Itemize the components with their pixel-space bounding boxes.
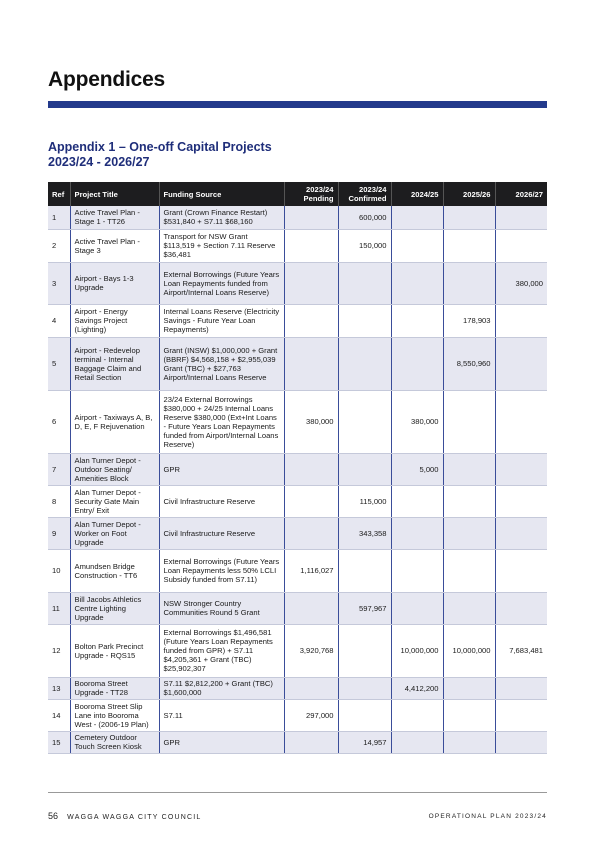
cell-2025-26 [443, 731, 495, 753]
cell-ref: 2 [48, 229, 70, 262]
cell-2023-24-pending [284, 304, 338, 337]
cell-2025-26 [443, 390, 495, 453]
cell-2026-27 [495, 731, 547, 753]
table-row [48, 453, 547, 485]
appendix-title [48, 140, 272, 169]
cell-project-title: Airport - Taxiways A, B, D, E, F Rejuvenation [70, 390, 159, 453]
cell-2023-24-confirmed: 150,000 [338, 229, 391, 262]
cell-2024-25 [391, 229, 443, 262]
cell-2023-24-pending: 1,116,027 [284, 549, 338, 592]
cell-2026-27 [495, 699, 547, 731]
cell-2025-26: 178,903 [443, 304, 495, 337]
table-row [48, 337, 547, 390]
table-header-row [48, 182, 547, 206]
cell-ref: 7 [48, 453, 70, 485]
header-2023-24-pending: 2023/24 Pending [284, 182, 338, 206]
document-name: OPERATIONAL PLAN 2023/24 [428, 813, 547, 820]
table-row [48, 592, 547, 624]
cell-funding-source: External Borrowings $1,496,581 (Future Years Loan Repayments funded from GPR) + S7.11 $4,205,361 + Grant (TBC) $25,902,307 [159, 624, 284, 677]
cell-2026-27 [495, 592, 547, 624]
table-row [48, 549, 547, 592]
cell-funding-source: Grant (Crown Finance Restart) $531,840 + S7.11 $68,160 [159, 206, 284, 229]
cell-ref: 10 [48, 549, 70, 592]
cell-2026-27 [495, 677, 547, 699]
cell-2023-24-confirmed [338, 390, 391, 453]
cell-2023-24-confirmed [338, 304, 391, 337]
cell-funding-source: Civil Infrastructure Reserve [159, 485, 284, 517]
table-row [48, 390, 547, 453]
header-2026-27: 2026/27 [495, 182, 547, 206]
footer-rule [48, 792, 547, 793]
cell-2024-25 [391, 262, 443, 304]
cell-ref: 6 [48, 390, 70, 453]
cell-project-title: Alan Turner Depot - Security Gate Main Entry/ Exit [70, 485, 159, 517]
cell-2023-24-confirmed [338, 262, 391, 304]
cell-2026-27 [495, 229, 547, 262]
cell-2023-24-pending [284, 731, 338, 753]
cell-ref: 12 [48, 624, 70, 677]
cell-project-title: Bolton Park Precinct Upgrade - RQS15 [70, 624, 159, 677]
cell-2025-26 [443, 262, 495, 304]
cell-ref: 5 [48, 337, 70, 390]
cell-2025-26 [443, 517, 495, 549]
cell-2023-24-confirmed: 600,000 [338, 206, 391, 229]
table-row [48, 517, 547, 549]
header-2023-24-confirmed: 2023/24 Confirmed [338, 182, 391, 206]
cell-2025-26 [443, 677, 495, 699]
cell-ref: 1 [48, 206, 70, 229]
cell-2023-24-confirmed [338, 453, 391, 485]
cell-2026-27 [495, 390, 547, 453]
cell-funding-source: Civil Infrastructure Reserve [159, 517, 284, 549]
cell-project-title: Alan Turner Depot - Worker on Foot Upgrade [70, 517, 159, 549]
title-rule [48, 101, 547, 108]
cell-2023-24-pending [284, 453, 338, 485]
cell-2026-27 [495, 304, 547, 337]
cell-project-title: Airport - Energy Savings Project (Lighting) [70, 304, 159, 337]
cell-2024-25 [391, 592, 443, 624]
cell-funding-source: GPR [159, 453, 284, 485]
cell-2025-26 [443, 229, 495, 262]
cell-2023-24-confirmed [338, 677, 391, 699]
cell-2023-24-pending [284, 229, 338, 262]
header-ref: Ref [48, 182, 70, 206]
table-row [48, 206, 547, 229]
cell-ref: 15 [48, 731, 70, 753]
table-row [48, 304, 547, 337]
cell-2023-24-pending [284, 517, 338, 549]
cell-2026-27 [495, 485, 547, 517]
cell-2024-25 [391, 549, 443, 592]
cell-2026-27 [495, 517, 547, 549]
cell-project-title: Active Travel Plan - Stage 3 [70, 229, 159, 262]
appendix-title-line2: 2023/24 - 2026/27 [48, 154, 150, 169]
page-title: Appendices [48, 68, 166, 91]
cell-2024-25 [391, 699, 443, 731]
footer-left [48, 811, 202, 821]
table-row [48, 229, 547, 262]
cell-project-title: Booroma Street Slip Lane into Booroma West - (2006-19 Plan) [70, 699, 159, 731]
cell-2026-27 [495, 453, 547, 485]
cell-2023-24-pending [284, 337, 338, 390]
appendix-title-line1: Appendix 1 – One-off Capital Projects [48, 140, 272, 154]
table-row [48, 699, 547, 731]
cell-funding-source: NSW Stronger Country Communities Round 5 Grant [159, 592, 284, 624]
cell-2024-25 [391, 206, 443, 229]
cell-funding-source: Grant (INSW) $1,000,000 + Grant (BBRF) $4,568,158 + $2,955,039 Grant (TBC) + $27,763 Airport/Internal Loans Reserve [159, 337, 284, 390]
cell-project-title: Bill Jacobs Athletics Centre Lighting Upgrade [70, 592, 159, 624]
cell-project-title: Booroma Street Upgrade - TT28 [70, 677, 159, 699]
cell-funding-source: Internal Loans Reserve (Electricity Savings - Future Year Loan Repayments) [159, 304, 284, 337]
cell-2025-26: 10,000,000 [443, 624, 495, 677]
cell-ref: 4 [48, 304, 70, 337]
cell-funding-source: Transport for NSW Grant $113,519 + Section 7.11 Reserve $36,481 [159, 229, 284, 262]
cell-2023-24-pending [284, 592, 338, 624]
cell-2024-25: 5,000 [391, 453, 443, 485]
cell-2023-24-confirmed [338, 624, 391, 677]
cell-2023-24-confirmed: 597,967 [338, 592, 391, 624]
header-funding-source: Funding Source [159, 182, 284, 206]
cell-ref: 3 [48, 262, 70, 304]
capital-projects-table [48, 182, 547, 754]
cell-2023-24-confirmed [338, 699, 391, 731]
cell-2024-25 [391, 517, 443, 549]
cell-2025-26 [443, 549, 495, 592]
cell-ref: 11 [48, 592, 70, 624]
cell-2024-25: 380,000 [391, 390, 443, 453]
cell-2025-26: 8,550,960 [443, 337, 495, 390]
council-name: WAGGA WAGGA CITY COUNCIL [67, 814, 202, 821]
cell-project-title: Airport - Redevelop terminal - Internal Baggage Claim and Retail Section [70, 337, 159, 390]
cell-2024-25 [391, 337, 443, 390]
cell-2025-26 [443, 453, 495, 485]
cell-2026-27: 7,683,481 [495, 624, 547, 677]
cell-2026-27: 380,000 [495, 262, 547, 304]
cell-2023-24-confirmed [338, 337, 391, 390]
header-2025-26: 2025/26 [443, 182, 495, 206]
cell-funding-source: External Borrowings (Future Years Loan Repayments funded from Airport/Internal Loans Reserve) [159, 262, 284, 304]
page-number: 56 [48, 811, 59, 821]
cell-2024-25 [391, 485, 443, 517]
table-body [48, 206, 547, 753]
cell-2023-24-confirmed [338, 549, 391, 592]
cell-2023-24-pending: 380,000 [284, 390, 338, 453]
table-row [48, 677, 547, 699]
cell-ref: 13 [48, 677, 70, 699]
cell-2024-25 [391, 731, 443, 753]
cell-2024-25 [391, 304, 443, 337]
cell-2023-24-confirmed: 115,000 [338, 485, 391, 517]
cell-2023-24-confirmed: 343,358 [338, 517, 391, 549]
cell-ref: 8 [48, 485, 70, 517]
header-2024-25: 2024/25 [391, 182, 443, 206]
cell-funding-source: External Borrowings (Future Years Loan Repayments less 50% LCLI Subsidy funded from S7.11) [159, 549, 284, 592]
cell-funding-source: S7.11 [159, 699, 284, 731]
cell-2023-24-pending [284, 485, 338, 517]
cell-2023-24-pending [284, 206, 338, 229]
cell-2023-24-pending [284, 262, 338, 304]
cell-2025-26 [443, 206, 495, 229]
cell-2023-24-pending: 297,000 [284, 699, 338, 731]
cell-2023-24-pending [284, 677, 338, 699]
cell-project-title: Amundsen Bridge Construction - TT6 [70, 549, 159, 592]
cell-2024-25: 10,000,000 [391, 624, 443, 677]
cell-project-title: Cemetery Outdoor Touch Screen Kiosk [70, 731, 159, 753]
cell-ref: 9 [48, 517, 70, 549]
cell-funding-source: 23/24 External Borrowings $380,000 + 24/25 Internal Loans Reserve $380,000 (Ext+Int Loans - Future Years Loan Repayments funded from Airport/Internal Loans Reserve) [159, 390, 284, 453]
cell-2026-27 [495, 206, 547, 229]
table-row [48, 731, 547, 753]
table-row [48, 485, 547, 517]
cell-ref: 14 [48, 699, 70, 731]
cell-2026-27 [495, 337, 547, 390]
table-row [48, 262, 547, 304]
cell-funding-source: S7.11 $2,812,200 + Grant (TBC) $1,600,000 [159, 677, 284, 699]
cell-2026-27 [495, 549, 547, 592]
cell-2025-26 [443, 699, 495, 731]
cell-2025-26 [443, 592, 495, 624]
cell-2023-24-pending: 3,920,768 [284, 624, 338, 677]
cell-2024-25: 4,412,200 [391, 677, 443, 699]
table-row [48, 624, 547, 677]
header-project-title: Project Title [70, 182, 159, 206]
cell-project-title: Airport - Bays 1-3 Upgrade [70, 262, 159, 304]
cell-2023-24-confirmed: 14,957 [338, 731, 391, 753]
cell-project-title: Alan Turner Depot - Outdoor Seating/ Amenities Block [70, 453, 159, 485]
cell-2025-26 [443, 485, 495, 517]
cell-project-title: Active Travel Plan - Stage 1 - TT26 [70, 206, 159, 229]
cell-funding-source: GPR [159, 731, 284, 753]
